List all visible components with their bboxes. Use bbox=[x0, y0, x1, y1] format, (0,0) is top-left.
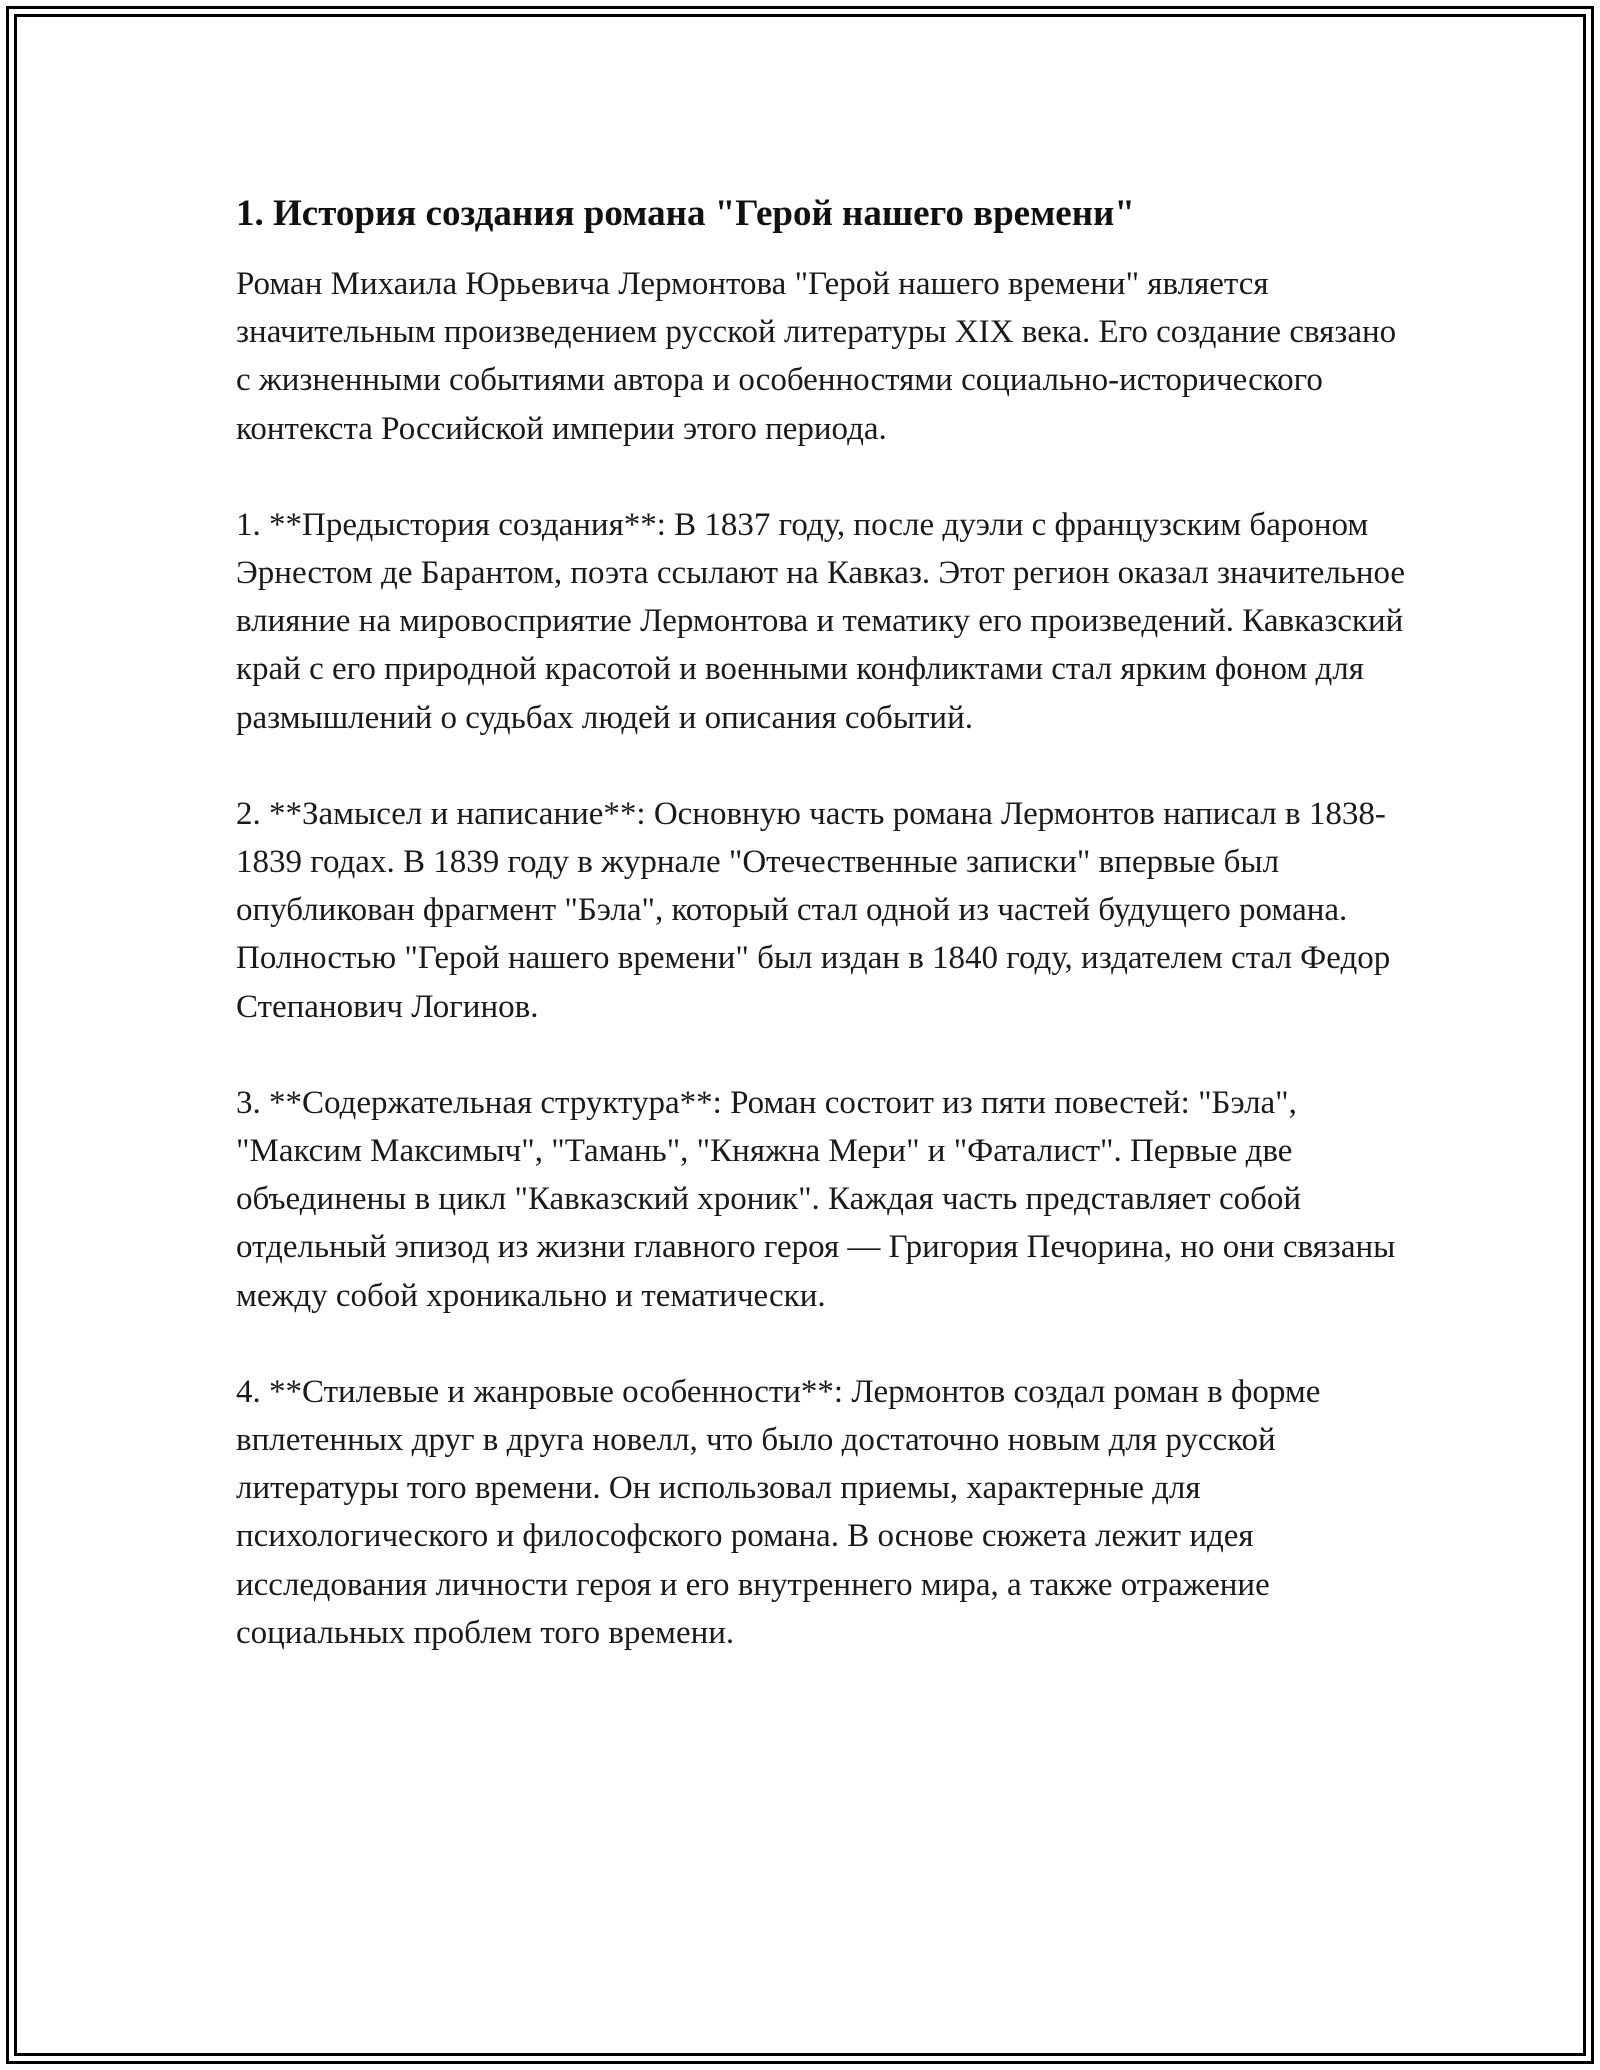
intro-paragraph: Роман Михаила Юрьевича Лермонтова "Герой нашего времени" является значительным произведением русской литературы XIX века. Его создание связано с жизненными событиями автора и особенностями социально-исторического контекста Российской империи этого периода. bbox=[236, 266, 1397, 447]
document-body bbox=[236, 190, 1416, 1705]
paragraph-structure: 3. **Содержательная структура**: Роман состоит из пяти повестей: "Бэла", "Максим Максимыч", "Тамань", "Княжна Мери" и "Фаталист". Первые две объединены в цикл "Кавказский хроник". Каждая часть представляет собой отдельный эпизод из жизни главного героя — Григория Печорина, но они связаны между собой хроникально и тематически. bbox=[236, 1084, 1396, 1314]
paragraph-background: 1. **Предыстория создания**: В 1837 году, после дуэли с французским бароном Эрнестом де Барантом, поэта ссылают на Кавказ. Этот регион оказал значительное влияние на мировосприятие Лермонтова и тематику его произведений. Кавказский край с его природной красотой и военными конфликтами стал ярким фоном для размышлений о судьбах людей и описания событий. bbox=[236, 506, 1406, 736]
paragraph-style: 4. **Стилевые и жанровые особенности**: Лермонтов создал роман в форме вплетенных друг в друга новелл, что было достаточно новым для русской литературы того времени. Он использовал приемы, характерные для психологического и философского романа. В основе сюжета лежит идея исследования личности героя и его внутреннего мира, а также отражение социальных проблем того времени. bbox=[236, 1373, 1321, 1651]
document-title: 1. История создания романа "Герой нашего времени" bbox=[236, 193, 1135, 234]
paragraph-writing: 2. **Замысел и написание**: Основную часть романа Лермонтов написал в 1838-1839 годах. В 1839 году в журнале "Отечественные записки" впервые был опубликован фрагмент "Бэла", который стал одной из частей будущего романа. Полностью "Герой нашего времени" был издан в 1840 году, издателем стал Федор Степанович Логинов. bbox=[236, 795, 1391, 1025]
